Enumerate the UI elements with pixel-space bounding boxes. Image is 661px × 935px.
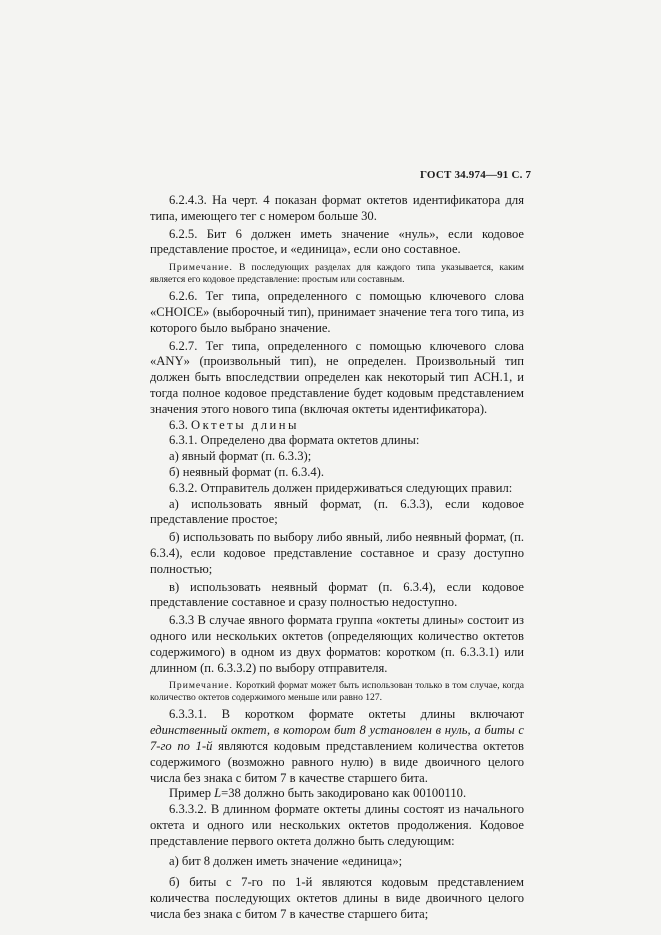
- note-2-lead: Примечание.: [169, 680, 233, 692]
- paragraph-6-3-3: 6.3.3 В случае явного формата группа «октеты длины» состоит из одного или нескольких октетов (определяющих количество октетов содержимого) в одном из двух форматов: коротком (п. 6.3.3.1) или длинном (п. 6.3.3.2) по выбору отправителя.: [150, 613, 524, 675]
- example-line: [150, 786, 524, 802]
- section-number: 6.3.: [169, 417, 192, 432]
- paragraph-6-2-5: 6.2.5. Бит 6 должен иметь значение «нуль», если кодовое представление простое, и «единица», если оно составное.: [150, 226, 524, 257]
- example-label: Пример: [169, 786, 215, 801]
- paragraph-6-2-7: 6.2.7. Тег типа, определенного с помощью ключевого слова «ANY» (произвольный тип), не определен. Произвольный тип должен быть впоследствии определен как некоторый тип АСН.1, и тогда полное кодовое представление будет кодовым представлением значения этого нового типа (включая октеты идентификатора).: [150, 338, 524, 416]
- page-body: [150, 193, 524, 923]
- example-variable: L: [214, 786, 222, 801]
- paragraph-6-3-3-1-emphasis: единственный октет, в котором бит 8 установлен в нуль, а биты с 7-го по 1-й: [150, 723, 524, 753]
- paragraph-6-2-6: 6.2.6. Тег типа, определенного с помощью ключевого слова «CHOICE» (выборочный тип), принимает значение тега того типа, из которого было выбрано значение.: [150, 289, 524, 335]
- note-1: [150, 262, 524, 286]
- section-title: Октеты длины: [191, 417, 299, 432]
- list-item-6-3-1-b: б) неявный формат (п. 6.3.4).: [169, 464, 325, 479]
- note-2: [150, 680, 524, 704]
- note-2-text: Короткий формат может быть использован только в том случае, когда количество октетов содержимого меньше или равно 127.: [150, 680, 524, 704]
- paragraph-6-3-3-1-rest: являются кодовым представлением количества октетов содержимого (возможно равного нулю) в виде двоичного целого числа без знака с битом 7 в качестве старшего бита.: [150, 738, 524, 785]
- paragraph-6-2-4-3: 6.2.4.3. На черт. 4 показан формат октетов идентификатора для типа, имеющего тег с номером больше 30.: [150, 193, 524, 223]
- list-item-6-3-3-2-a: а) бит 8 должен иметь значение «единица»;: [169, 854, 403, 869]
- paragraph-6-3-3-1: [150, 707, 524, 786]
- note-1-text: В последующих разделах для каждого типа указывается, каким является его кодовое представление: простым или составным.: [150, 262, 524, 286]
- running-header: ГОСТ 34.974—91 С. 7: [420, 169, 532, 181]
- paragraph-6-3-3-2: 6.3.3.2. В длинном формате октеты длины состоят из начального октета и одного или нескольких октетов продолжения. Кодовое представление первого октета должно быть следующим:: [150, 802, 524, 848]
- paragraph-6-3-2: 6.3.2. Отправитель должен придерживаться следующих правил:: [169, 480, 513, 495]
- list-item-6-3-2-b: б) использовать по выбору либо явный, либо неявный формат, (п. 6.3.4), если кодовое представление составное и сразу доступно полностью;: [150, 530, 524, 576]
- list-item-6-3-1-a: а) явный формат (п. 6.3.3);: [169, 449, 312, 464]
- note-1-lead: Примечание.: [169, 262, 233, 274]
- list-item-6-3-3-2-b: б) биты с 7-го по 1-й являются кодовым представлением количества последующих октетов длины в виде двоичного целого числа без знака с битом 7 в качестве старшего бита;: [150, 875, 524, 921]
- paragraph-6-3-1: 6.3.1. Определено два формата октетов длины:: [169, 433, 420, 448]
- example-value: =38 должно быть закодировано как 00100110.: [221, 786, 467, 801]
- paragraph-6-3-3-1-lead: 6.3.3.1. В коротком формате октеты длины включают: [169, 707, 524, 722]
- section-heading-6-3: [150, 418, 524, 434]
- list-item-6-3-2-c: в) использовать неявный формат (п. 6.3.4), если кодовое представление составное и сразу полностью недоступно.: [150, 579, 524, 610]
- list-item-6-3-2-a: а) использовать явный формат, (п. 6.3.3), если кодовое представление простое;: [150, 496, 524, 527]
